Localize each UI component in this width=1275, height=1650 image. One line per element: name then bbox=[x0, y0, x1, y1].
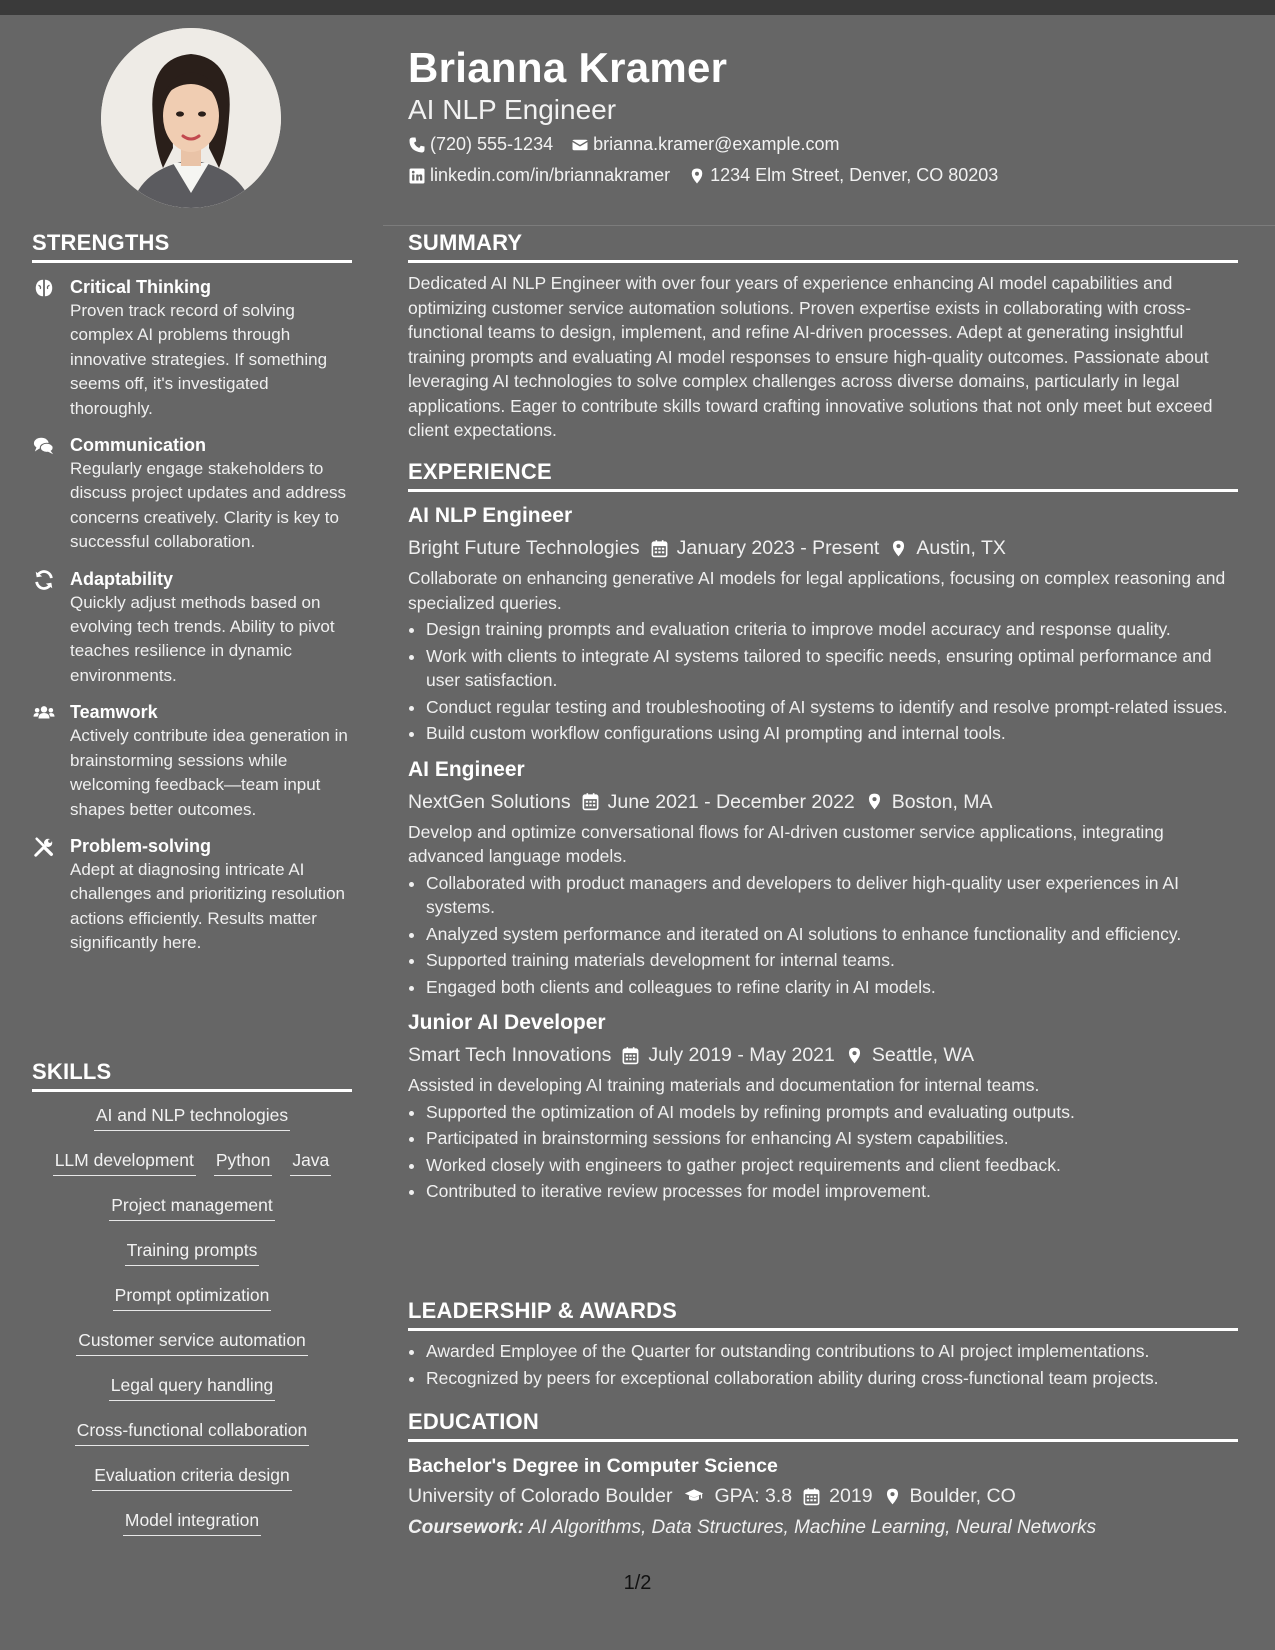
map-marker-icon bbox=[845, 1046, 864, 1065]
skill-row bbox=[32, 1368, 352, 1413]
candidate-name: Brianna Kramer bbox=[408, 44, 728, 91]
job-meta bbox=[408, 1041, 1238, 1069]
job-location-text: Boston, MA bbox=[891, 790, 993, 813]
job-dates bbox=[581, 788, 855, 816]
skills-title: SKILLS bbox=[32, 1059, 352, 1092]
sync-icon bbox=[32, 569, 56, 591]
leadership-title: LEADERSHIP & AWARDS bbox=[408, 1298, 1238, 1331]
strength-item bbox=[32, 433, 352, 555]
job-bullet: • Supported the optimization of AI models by refining prompts and evaluating outputs. bbox=[426, 1100, 1238, 1125]
summary-title: SUMMARY bbox=[408, 230, 1238, 263]
job-title: AI Engineer bbox=[408, 757, 525, 781]
strength-item bbox=[32, 834, 352, 956]
education-location bbox=[883, 1482, 1016, 1510]
job-bullet: • Design training prompts and evaluation criteria to improve model accuracy and response quality. bbox=[426, 617, 1238, 642]
leadership-bullet: • Recognized by peers for exceptional collaboration ability during cross-functional team projects. bbox=[426, 1366, 1238, 1391]
job-bullet: • Work with clients to integrate AI systems tailored to specific needs, ensuring optimal performance and user satisfaction. bbox=[426, 644, 1238, 693]
job-dates-text: June 2021 - December 2022 bbox=[607, 790, 855, 813]
skill-row bbox=[32, 1278, 352, 1323]
strength-title: Critical Thinking bbox=[70, 277, 212, 297]
strength-item bbox=[32, 567, 352, 689]
strength-title: Teamwork bbox=[70, 702, 158, 723]
email-contact[interactable] bbox=[571, 134, 839, 155]
education-gpa-text: GPA: 3.8 bbox=[714, 1485, 793, 1507]
job-bullet: • Conduct regular testing and troubleshooting of AI systems to identify and resolve prompt-related issues. bbox=[426, 695, 1238, 720]
job-location bbox=[865, 788, 993, 816]
address-text: 1234 Elm Street, Denver, CO 80203 bbox=[710, 165, 999, 185]
envelope-icon bbox=[571, 136, 589, 154]
job-company: NextGen Solutions bbox=[408, 790, 571, 813]
map-marker-icon bbox=[883, 1487, 902, 1506]
job-meta bbox=[408, 788, 1238, 816]
skill-tag: Model integration bbox=[123, 1503, 261, 1536]
education-meta bbox=[408, 1482, 1238, 1510]
experience-section bbox=[408, 459, 1238, 1206]
job-dates-text: July 2019 - May 2021 bbox=[648, 1044, 835, 1066]
skills-list bbox=[32, 1098, 352, 1548]
strength-text: Proven track record of solving complex AI problems through innovative strategies. If something seems off, it's investigated thoroughly. bbox=[70, 301, 328, 418]
tools-icon bbox=[32, 836, 56, 858]
profile-photo bbox=[101, 28, 281, 208]
skill-tag: Python bbox=[214, 1143, 272, 1176]
strength-title: Problem-solving bbox=[70, 835, 212, 856]
skill-tag: AI and NLP technologies bbox=[94, 1098, 290, 1131]
contact-row bbox=[408, 134, 839, 155]
skill-tag: Project management bbox=[109, 1188, 274, 1221]
summary-text: Dedicated AI NLP Engineer with over four years of experience enhancing AI model capabilities and optimizing customer service automation solutions. Proven expertise exists in collaborating with cross-functional teams to design, implement, and refine AI-driven processes. Adept at generating insightful training prompts and evaluating AI model responses to ensure high-quality outcomes. Passionate about leveraging AI technologies to solve complex challenges across diverse domains, particularly in legal applications. Eager to contribute skills toward crafting innovative solutions that not only meet but exceed client expectations. bbox=[408, 273, 1213, 440]
strength-text: Quickly adjust methods based on evolving tech trends. Ability to pivot teaches resilience in dynamic environments. bbox=[70, 592, 335, 685]
skill-row bbox=[32, 1098, 352, 1143]
job-description: Assisted in developing AI training materials and documentation for internal teams. bbox=[408, 1075, 1040, 1095]
job-dates bbox=[650, 534, 880, 562]
skill-tag: Legal query handling bbox=[109, 1368, 276, 1401]
calendar-icon bbox=[650, 539, 669, 558]
phone-contact[interactable] bbox=[408, 134, 553, 155]
phone-text: (720) 555-1234 bbox=[430, 134, 554, 154]
job-bullets bbox=[408, 1100, 1238, 1204]
education-school: University of Colorado Boulder bbox=[408, 1485, 673, 1507]
skill-row bbox=[32, 1413, 352, 1458]
strength-title: Communication bbox=[70, 435, 207, 456]
graduation-cap-icon bbox=[682, 1486, 706, 1506]
strength-title: Adaptability bbox=[70, 568, 174, 589]
skill-tag: Java bbox=[290, 1143, 331, 1176]
brain-icon bbox=[32, 277, 56, 299]
job-entry bbox=[408, 502, 1238, 746]
job-bullet: • Worked closely with engineers to gather project requirements and client feedback. bbox=[426, 1153, 1238, 1178]
job-entry bbox=[408, 1009, 1238, 1204]
skill-row bbox=[32, 1503, 352, 1548]
email-text: brianna.kramer@example.com bbox=[593, 134, 840, 154]
education-year-text: 2019 bbox=[829, 1485, 873, 1507]
job-meta bbox=[408, 534, 1238, 562]
header-divider bbox=[383, 225, 1275, 226]
job-title: AI NLP Engineer bbox=[408, 504, 573, 527]
job-dates bbox=[621, 1041, 834, 1069]
job-bullet: • Collaborated with product managers and developers to deliver high-quality user experiences in AI systems. bbox=[426, 871, 1238, 920]
skill-tag: Prompt optimization bbox=[113, 1278, 272, 1311]
strengths-section bbox=[32, 230, 352, 956]
job-bullets bbox=[408, 617, 1238, 746]
skill-tag: LLM development bbox=[53, 1143, 196, 1176]
experience-title: EXPERIENCE bbox=[408, 459, 1238, 492]
leadership-section bbox=[408, 1298, 1238, 1392]
skill-tag: Customer service automation bbox=[76, 1323, 308, 1356]
skill-tag: Evaluation criteria design bbox=[92, 1458, 292, 1491]
profile-photo-illustration bbox=[101, 28, 281, 208]
job-location-text: Seattle, WA bbox=[871, 1044, 975, 1066]
job-description: Collaborate on enhancing generative AI models for legal applications, focusing on complex reasoning and specialized queries. bbox=[408, 568, 1226, 613]
job-bullet: • Build custom workflow configurations using AI prompting and internal tools. bbox=[426, 721, 1238, 746]
job-bullet: • Supported training materials development for internal teams. bbox=[426, 948, 1238, 973]
job-location bbox=[889, 534, 1006, 562]
education-gpa bbox=[682, 1482, 792, 1510]
phone-icon bbox=[408, 136, 426, 154]
job-company: Bright Future Technologies bbox=[408, 537, 640, 559]
candidate-role: AI NLP Engineer bbox=[408, 94, 617, 125]
top-bar bbox=[0, 0, 1275, 15]
job-bullets bbox=[408, 871, 1238, 1000]
job-bullet: • Analyzed system performance and iterated on AI solutions to enhance functionality and efficiency. bbox=[426, 922, 1238, 947]
job-title: Junior AI Developer bbox=[408, 1011, 606, 1034]
linkedin-text: linkedin.com/in/briannakramer bbox=[430, 165, 671, 185]
strength-text: Adept at diagnosing intricate AI challenges and prioritizing resolution actions efficiently. Results matter significantly here. bbox=[70, 859, 345, 953]
calendar-icon bbox=[581, 792, 600, 811]
strength-text: Regularly engage stakeholders to discuss project updates and address concerns creatively. Clarity is key to successful collaboration. bbox=[70, 459, 346, 552]
calendar-icon bbox=[802, 1487, 821, 1506]
users-icon bbox=[32, 702, 56, 724]
skill-row bbox=[32, 1233, 352, 1278]
job-bullet: • Participated in brainstorming sessions for enhancing AI system capabilities. bbox=[426, 1126, 1238, 1151]
strengths-title: STRENGTHS bbox=[32, 230, 352, 263]
strength-text: Actively contribute idea generation in brainstorming sessions while welcoming feedback—team input shapes better outcomes. bbox=[70, 726, 348, 819]
job-description: Develop and optimize conversational flows for AI-driven customer service applications, integrating advanced language models. bbox=[408, 821, 1164, 866]
education-title: EDUCATION bbox=[408, 1409, 1238, 1442]
education-coursework bbox=[408, 1514, 1238, 1542]
summary-section bbox=[408, 230, 1238, 443]
skill-row bbox=[32, 1323, 352, 1368]
skill-tag: Cross-functional collaboration bbox=[75, 1413, 310, 1446]
education-section bbox=[408, 1409, 1238, 1542]
coursework-label: Coursework: bbox=[408, 1517, 525, 1538]
skill-tag: Training prompts bbox=[125, 1233, 260, 1266]
coursework-text: AI Algorithms, Data Structures, Machine Learning, Neural Networks bbox=[528, 1517, 1097, 1538]
education-location-text: Boulder, CO bbox=[909, 1485, 1016, 1507]
skill-row bbox=[32, 1188, 352, 1233]
job-bullet: • Contributed to iterative review processes for model improvement. bbox=[426, 1179, 1238, 1204]
leadership-bullet: • Awarded Employee of the Quarter for outstanding contributions to AI project implementations. bbox=[426, 1339, 1238, 1364]
leadership-bullets bbox=[408, 1339, 1238, 1390]
skills-section bbox=[32, 1059, 352, 1548]
strength-item bbox=[32, 700, 352, 822]
calendar-icon bbox=[621, 1046, 640, 1065]
skill-row bbox=[32, 1458, 352, 1503]
job-location bbox=[845, 1041, 974, 1069]
linkedin-icon bbox=[408, 167, 426, 185]
job-entry bbox=[408, 756, 1238, 1000]
page-indicator: 1/2 bbox=[623, 1572, 652, 1594]
job-location-text: Austin, TX bbox=[916, 537, 1006, 559]
address-contact bbox=[688, 165, 998, 186]
education-year bbox=[802, 1482, 872, 1510]
job-bullet: • Engaged both clients and colleagues to refine clarity in AI models. bbox=[426, 975, 1238, 1000]
contact-row bbox=[408, 165, 998, 186]
education-degree: Bachelor's Degree in Computer Science bbox=[408, 1455, 778, 1477]
map-marker-icon bbox=[865, 792, 884, 811]
map-marker-icon bbox=[889, 539, 908, 558]
strength-item bbox=[32, 275, 352, 421]
comments-icon bbox=[32, 435, 56, 457]
skill-row bbox=[32, 1143, 352, 1188]
map-marker-icon bbox=[688, 167, 706, 185]
linkedin-contact[interactable] bbox=[408, 165, 670, 186]
job-company: Smart Tech Innovations bbox=[408, 1044, 612, 1066]
job-dates-text: January 2023 - Present bbox=[676, 537, 880, 559]
